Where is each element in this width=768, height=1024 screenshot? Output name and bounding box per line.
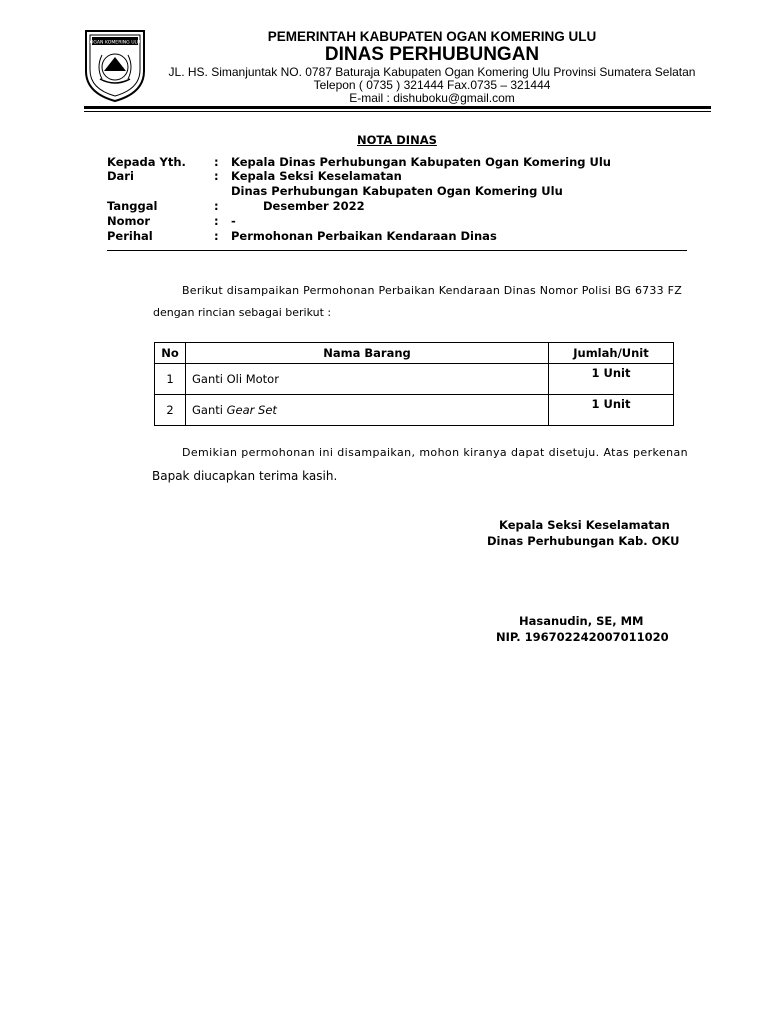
nomor-label: Nomor	[107, 214, 151, 228]
letterhead-rule-thin	[84, 111, 711, 112]
row-item	[186, 395, 549, 426]
row-no: 1	[155, 364, 186, 395]
table-row	[155, 364, 674, 395]
header-item-name: Nama Barang	[186, 343, 549, 364]
dari-label: Dari	[107, 169, 134, 183]
row-no: 2	[155, 395, 186, 426]
intro-line-2: dengan rincian sebagai berikut :	[153, 306, 332, 319]
row-item	[186, 364, 549, 395]
table-row	[155, 395, 674, 426]
logo-text: OGAN KOMERING ULU	[89, 40, 141, 46]
regency-logo	[82, 27, 148, 103]
nomor-value: -	[231, 214, 236, 228]
tanggal-value: Desember 2022	[263, 199, 365, 213]
items-table	[154, 342, 674, 426]
header-quantity: Jumlah/Unit	[549, 343, 674, 364]
kepada-value: Kepala Dinas Perhubungan Kabupaten Ogan Komering Ulu	[231, 155, 611, 169]
kepada-colon: :	[214, 155, 219, 169]
header-no: No	[155, 343, 186, 364]
perihal-colon: :	[214, 229, 219, 243]
dari-value-2: Dinas Perhubungan Kabupaten Ogan Komering Ulu	[231, 184, 563, 198]
perihal-value: Permohonan Perbaikan Kendaraan Dinas	[231, 229, 497, 243]
row-item-prefix: Ganti	[192, 403, 223, 417]
closing-line-2: Bapak diucapkan terima kasih.	[152, 469, 338, 483]
nomor-colon: :	[214, 214, 219, 228]
signature-position: Kepala Seksi Keselamatan	[499, 518, 670, 532]
letterhead-department: DINAS PERHUBUNGAN	[324, 44, 540, 65]
letterhead-rule-thick	[84, 106, 711, 109]
document-title: NOTA DINAS	[357, 133, 437, 147]
tanggal-colon: :	[214, 199, 219, 213]
row-qty: 1 Unit	[549, 395, 674, 426]
letterhead-government: PEMERINTAH KABUPATEN OGAN KOMERING ULU	[267, 29, 597, 44]
tanggal-label: Tanggal	[107, 199, 158, 213]
row-item-italic: Gear Set	[226, 403, 277, 417]
table-header-row	[155, 343, 674, 364]
closing-line-1: Demikian permohonan ini disampaikan, mohon kiranya dapat disetuju. Atas perkenan	[182, 446, 688, 459]
dari-colon: :	[214, 169, 219, 183]
signature-office: Dinas Perhubungan Kab. OKU	[487, 534, 680, 548]
perihal-label: Perihal	[107, 229, 153, 243]
letterhead-email: E-mail : dishuboku@gmail.com	[349, 91, 515, 105]
signature-nip: NIP. 196702242007011020	[496, 630, 669, 644]
row-item-prefix: Ganti	[192, 372, 223, 386]
dari-value-1: Kepala Seksi Keselamatan	[231, 169, 402, 183]
signature-name: Hasanudin, SE, MM	[519, 614, 644, 628]
meta-divider	[107, 250, 687, 251]
kepada-label: Kepada Yth.	[107, 155, 186, 169]
row-item-name: Oli Motor	[226, 372, 279, 386]
letterhead-address: JL. HS. Simanjuntak NO. 0787 Baturaja Kabupaten Ogan Komering Ulu Provinsi Sumatera Selatan	[168, 65, 696, 79]
letterhead-phone: Telepon ( 0735 ) 321444 Fax.0735 – 321444	[313, 78, 551, 92]
intro-line-1: Berikut disampaikan Permohonan Perbaikan Kendaraan Dinas Nomor Polisi BG 6733 FZ	[182, 284, 683, 297]
row-qty: 1 Unit	[549, 364, 674, 395]
